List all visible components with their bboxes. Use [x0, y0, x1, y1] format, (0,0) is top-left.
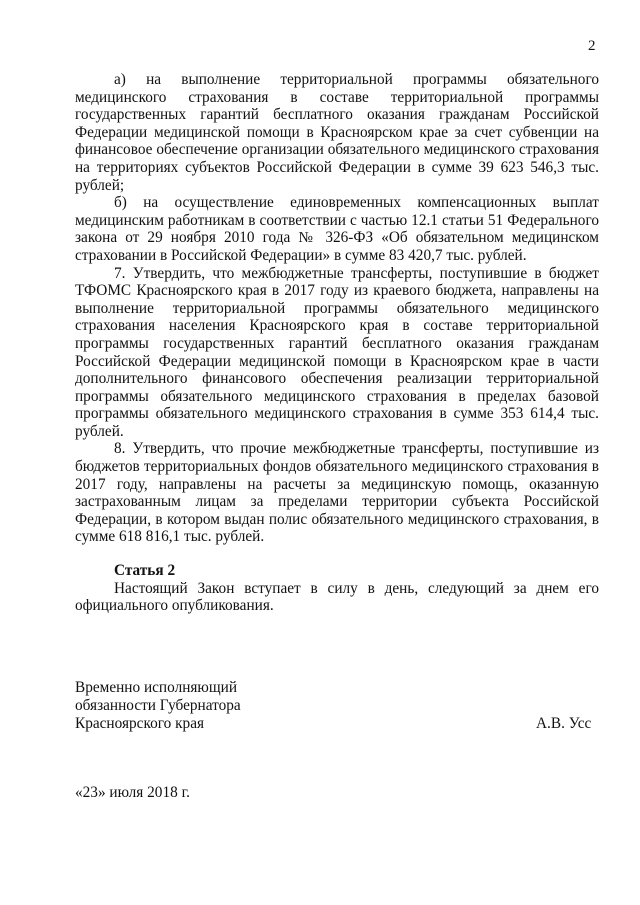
signer-name: А.В. Усс — [536, 715, 592, 732]
paragraph-subvention: а) на выполнение территориальной программы обязательного медицинского страхования в составе территориальной программы государственных гарантий бесплатного оказания гражданам Российской Федерации медицинской помощи в Красноярском крае за счет субвенции на финансовое обеспечение организации обязательного медицинского страхования на территориях субъектов Российской Федерации в сумме 39 623 546,3 тыс. рублей; — [75, 71, 599, 194]
paragraph-item-8: 8. Утвердить, что прочие межбюджетные трансферты, поступившие из бюджетов территориальных фондов обязательного медицинского страхования в 2017 году, направлены на расчеты за медицинскую помощь, оказанную застрахованным лицам за пределами территории субъекта Российской Федерации, в котором выдан полис обязательного медицинского страхования, в сумме 618 816,1 тыс. рублей. — [75, 440, 599, 546]
signature-title-line-2: обязанности Губернатора — [75, 696, 241, 714]
paragraph-item-7: 7. Утвердить, что межбюджетные трансферты, поступившие в бюджет ТФОМС Красноярского края в 2017 году из краевого бюджета, направлены на выполнение территориальной программы обязательного медицинского страхования населения Красноярского края в составе территориальной программы государственных гарантий бесплатного оказания гражданам Российской Федерации медицинской помощи в Красноярском крае в части дополнительного финансового обеспечения реализации территориальной программы обязательного медицинского страхования в пределах базовой программы обязательного медицинского страхования в сумме 353 614,4 тыс. рублей. — [75, 264, 599, 440]
article-2 — [75, 562, 599, 615]
article-text: Настоящий Закон вступает в силу в день, следующий за днем его официального опубликования. — [75, 579, 599, 615]
article-title: Статья 2 — [114, 562, 176, 579]
law-body-text — [75, 71, 599, 546]
signing-date: «23» июля 2018 г. — [75, 784, 190, 801]
paragraph-compensation-payments: б) на осуществление единовременных компенсационных выплат медицинским работникам в соответствии с частью 12.1 статьи 51 Федерального закона от 29 ноября 2010 года № 326-ФЗ «Об обязательном медицинском страховании в Российской Федерации» в сумме 83 420,7 тыс. рублей. — [75, 194, 599, 264]
signature-title-block — [75, 679, 241, 732]
signature-title-line-3: Красноярского края — [75, 714, 205, 732]
page-number: 2 — [588, 38, 596, 54]
signature-title-line-1: Временно исполняющий — [75, 679, 237, 696]
